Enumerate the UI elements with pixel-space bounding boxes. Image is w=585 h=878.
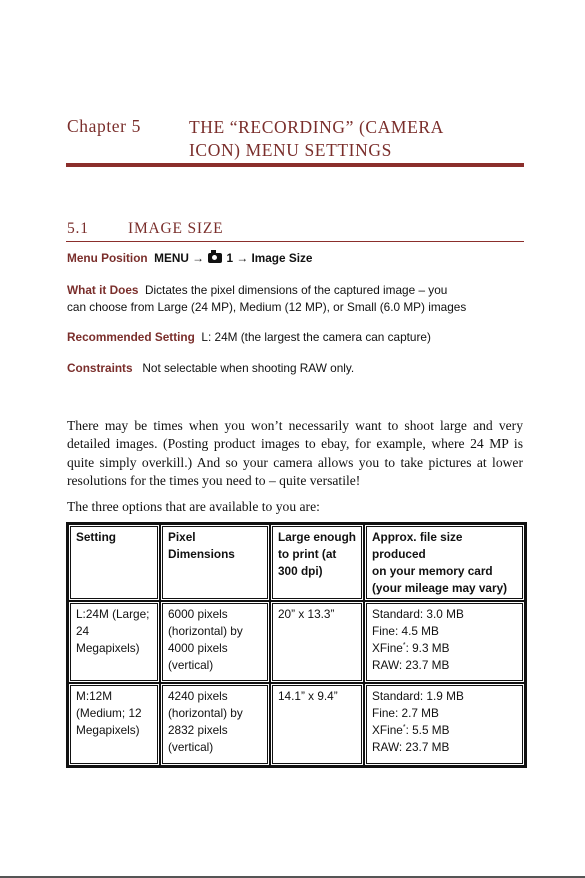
cell-text: 6000 pixels	[168, 607, 228, 621]
constraints-value: Not selectable when shooting RAW only.	[142, 361, 355, 375]
cell-text: 4240 pixels	[168, 689, 228, 703]
menu-path-text: MENU →	[154, 251, 204, 265]
table-header-row	[68, 524, 525, 601]
cell-text: M:12M	[76, 689, 113, 703]
header-text: on your memory card	[372, 564, 493, 578]
cell-text: Fine: 2.7 MB	[372, 706, 439, 720]
chapter-title	[189, 116, 519, 162]
section-number: 5.1	[67, 220, 89, 237]
xfine-value: : 9.3 MB	[405, 641, 450, 655]
recommended-value: L: 24M (the largest the camera can capture)	[201, 330, 431, 344]
header-text: Large enough	[278, 530, 356, 544]
header-text: (your mileage may vary)	[372, 581, 508, 595]
cell-text	[372, 640, 518, 657]
size-cell	[364, 601, 525, 683]
what-it-does-line: Dictates the pixel dimensions of the captured image – you	[145, 283, 448, 297]
xfine-label: XFine	[372, 641, 403, 655]
header-cell	[160, 524, 270, 601]
what-it-does-label: What it Does	[67, 283, 139, 297]
cell-text: 24	[76, 624, 90, 638]
cell-text: 14.1” x 9.4”	[278, 689, 338, 703]
chapter-number: Chapter 5	[67, 116, 141, 136]
size-cell	[364, 683, 525, 766]
constraints-field	[67, 360, 507, 377]
xfine-value: : 5.5 MB	[405, 723, 450, 737]
header-text: Setting	[76, 530, 116, 544]
cell-text: 2832 pixels	[168, 723, 228, 737]
recommended-field	[67, 329, 507, 346]
chapter-divider	[66, 163, 524, 167]
what-it-does-field	[67, 282, 507, 316]
footnote-mark: *	[402, 642, 406, 650]
what-it-does-line: can choose from Large (24 MP), Medium (12 MP), or Small (6.0 MP) images	[67, 300, 467, 314]
cell-text: Megapixels)	[76, 641, 140, 655]
cell-text: (Medium; 12	[76, 706, 142, 720]
section-title: IMAGE SIZE	[128, 220, 224, 237]
constraints-label: Constraints	[67, 361, 133, 375]
menu-position-field	[67, 250, 507, 267]
header-text: to print (at	[278, 547, 337, 561]
cell-text	[372, 722, 518, 739]
cell-text: Standard: 3.0 MB	[372, 607, 464, 621]
header-cell	[364, 524, 525, 601]
intro-text: The three options that are available to you are:	[67, 499, 320, 514]
table-row	[68, 601, 525, 683]
cell-text: L:24M (Large;	[76, 607, 150, 621]
pixels-cell	[160, 601, 270, 683]
table-row	[68, 683, 525, 766]
section-divider	[66, 241, 524, 242]
pixels-cell	[160, 683, 270, 766]
cell-text: RAW: 23.7 MB	[372, 740, 450, 754]
cell-text: 4000 pixels	[168, 641, 228, 655]
menu-position-label: Menu Position	[67, 251, 148, 265]
chapter-title-line: ICON) MENU SETTINGS	[189, 140, 392, 160]
header-cell	[68, 524, 160, 601]
cell-text: 20” x 13.3”	[278, 607, 335, 621]
cell-text: (vertical)	[168, 740, 214, 754]
header-cell	[270, 524, 364, 601]
header-text: Pixel	[168, 530, 196, 544]
cell-text: Standard: 1.9 MB	[372, 689, 464, 703]
xfine-label: XFine	[372, 723, 403, 737]
print-cell	[270, 601, 364, 683]
cell-text: (horizontal) by	[168, 706, 243, 720]
menu-path-tab: 1 → Image Size	[226, 251, 313, 265]
setting-cell	[68, 601, 160, 683]
header-text: Dimensions	[168, 547, 235, 561]
image-size-table	[66, 522, 527, 768]
setting-cell	[68, 683, 160, 766]
footnote-mark: *	[402, 724, 406, 732]
chapter-title-line: THE “RECORDING” (CAMERA	[189, 117, 444, 137]
print-cell	[270, 683, 364, 766]
cell-text: Megapixels)	[76, 723, 140, 737]
header-text: 300 dpi)	[278, 564, 323, 578]
camera-icon	[208, 253, 222, 263]
cell-text: (horizontal) by	[168, 624, 243, 638]
header-text: Approx. file size produced	[372, 530, 463, 561]
cell-text: (vertical)	[168, 658, 214, 672]
recommended-label: Recommended Setting	[67, 330, 195, 344]
body-paragraph: There may be times when you won’t necessarily want to shoot large and very detailed images. (Posting product images to ebay, for example, where 24 MP is quite simply overkill.) And so your camera allows you to take pictures at lower resolutions for the times you need to – quite versatile!	[67, 418, 523, 488]
cell-text: RAW: 23.7 MB	[372, 658, 450, 672]
cell-text: Fine: 4.5 MB	[372, 624, 439, 638]
